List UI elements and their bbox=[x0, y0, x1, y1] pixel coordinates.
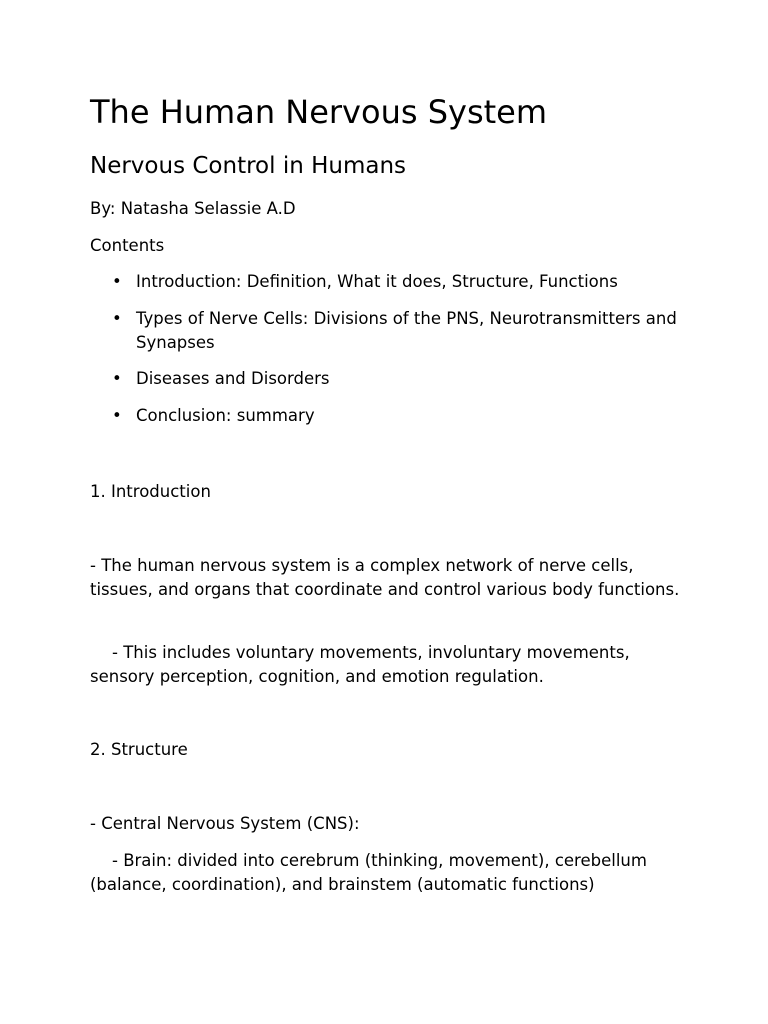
contents-item-text: Diseases and Disorders bbox=[136, 369, 330, 388]
contents-item bbox=[90, 367, 690, 391]
contents-item bbox=[90, 404, 690, 428]
contents-item-text: Types of Nerve Cells: Divisions of the PNS, Neurotransmitters and Synapses bbox=[136, 308, 677, 352]
section-heading-structure: 2. Structure bbox=[90, 740, 188, 759]
bullet-icon: • bbox=[112, 272, 122, 291]
structure-paragraph: - Brain: divided into cerebrum (thinking, movement), cerebellum (balance, coordination), and brainstem (automatic functions) bbox=[90, 851, 647, 894]
bullet-icon: • bbox=[112, 405, 122, 425]
section-heading-introduction: 1. Introduction bbox=[90, 482, 211, 501]
bullet-icon: • bbox=[112, 308, 122, 328]
author-line: By: Natasha Selassie A.D bbox=[90, 199, 296, 218]
document-subtitle: Nervous Control in Humans bbox=[90, 153, 407, 179]
contents-list bbox=[90, 270, 690, 440]
contents-heading: Contents bbox=[90, 236, 165, 255]
structure-paragraph: - Central Nervous System (CNS): bbox=[90, 814, 360, 833]
introduction-paragraph: - The human nervous system is a complex network of nerve cells, tissues, and organs that coordinate and control various body functions. bbox=[90, 556, 680, 599]
contents-item-text: Conclusion: summary bbox=[136, 405, 315, 425]
introduction-paragraph: - This includes voluntary movements, involuntary movements, sensory perception, cognition, and emotion regulation. bbox=[90, 643, 630, 686]
contents-item bbox=[90, 307, 690, 355]
bullet-icon: • bbox=[112, 369, 122, 388]
contents-item-text: Introduction: Definition, What it does, Structure, Functions bbox=[136, 272, 618, 291]
document-title: The Human Nervous System bbox=[90, 93, 548, 131]
contents-item bbox=[90, 270, 690, 294]
